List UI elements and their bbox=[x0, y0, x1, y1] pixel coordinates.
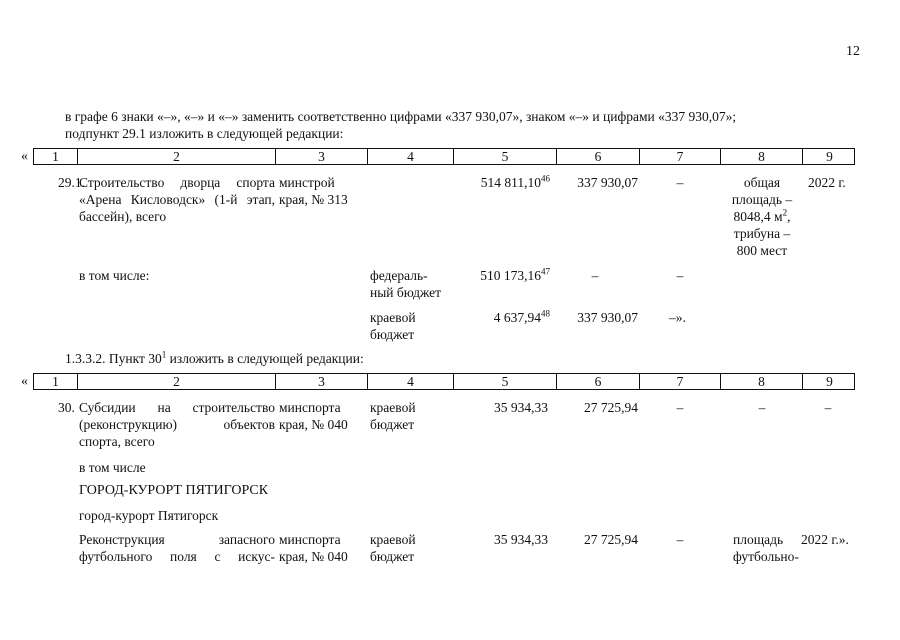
row-30-name-line: спорта, всего bbox=[79, 434, 155, 449]
row-291-number: 29.1. bbox=[58, 175, 85, 190]
row-30-col9: – bbox=[824, 400, 832, 415]
point-text-start: 1.3.3.2. Пункт 30 bbox=[65, 351, 162, 366]
recon-resp-line: края, № 040 bbox=[279, 549, 348, 564]
row-291-name-line: бассейн), всего bbox=[79, 209, 167, 224]
header-col-6: 6 bbox=[557, 149, 640, 164]
intro-line-1: в графе 6 знаки «–», «–» и «–» заменить соответственно цифрами «337 930,07», знаком «–» и цифрами «337 930,07»; bbox=[65, 109, 737, 124]
table-header-row-2 bbox=[33, 373, 855, 390]
kraev-col5-sup: 48 bbox=[541, 308, 550, 319]
header2-col-1: 1 bbox=[34, 374, 78, 389]
row-30-source-line: бюджет bbox=[370, 417, 415, 432]
kraev-source-line: бюджет bbox=[370, 327, 415, 342]
row-30-resp-line: минспорта bbox=[279, 400, 341, 415]
page-number: 12 bbox=[846, 44, 860, 59]
row-291-col8-line: трибуна – bbox=[733, 226, 791, 241]
recon-resp-line: минспорта bbox=[279, 532, 341, 547]
row-291-col8-area-tail: , bbox=[787, 209, 791, 224]
header-col-4: 4 bbox=[368, 149, 454, 164]
recon-name-line: Реконструкция запасного bbox=[79, 532, 275, 547]
row-291-col8-line: 800 мест bbox=[736, 243, 788, 258]
kraev-col5-value: 4 637,94 bbox=[493, 310, 541, 325]
recon-col9: 2022 г.». bbox=[801, 532, 849, 547]
point-1332-text bbox=[65, 350, 364, 367]
header2-col-6: 6 bbox=[557, 374, 640, 389]
row-291-responsible bbox=[279, 174, 348, 208]
recon-col7: – bbox=[676, 532, 684, 547]
recon-name bbox=[79, 531, 275, 565]
header2-col-3: 3 bbox=[276, 374, 368, 389]
row-291-col8-area-sup: 2 bbox=[782, 207, 788, 218]
point-text-end: изложить в следующей редакции: bbox=[166, 351, 364, 366]
intro-paragraph bbox=[65, 108, 865, 142]
city-heading-upper: ГОРОД-КУРОРТ ПЯТИГОРСК bbox=[79, 483, 269, 498]
header2-col-9: 9 bbox=[826, 374, 833, 389]
point-sup: 1 bbox=[161, 349, 167, 360]
recon-col6: 27 725,94 bbox=[584, 532, 638, 547]
row-30-col6: 27 725,94 bbox=[584, 400, 638, 415]
header-col-8: 8 bbox=[721, 149, 803, 164]
header-col-2: 2 bbox=[78, 149, 276, 164]
kraev-col6: 337 930,07 bbox=[577, 310, 638, 325]
recon-source-line: краевой bbox=[370, 532, 416, 547]
header2-col-5: 5 bbox=[454, 374, 557, 389]
row-291-name-line: Строительство дворца спорта bbox=[79, 175, 275, 190]
kraev-col7: –». bbox=[669, 310, 686, 325]
fed-budget-source bbox=[370, 267, 441, 301]
recon-source-line: бюджет bbox=[370, 549, 415, 564]
header2-col-7: 7 bbox=[640, 374, 721, 389]
fed-col5 bbox=[450, 267, 550, 284]
row-30-name-line: Субсидии на строительство bbox=[79, 400, 275, 415]
row-291-col9: 2022 г. bbox=[808, 175, 846, 190]
fed-col7: – bbox=[676, 268, 684, 283]
including-label-2: в том числе bbox=[79, 460, 146, 475]
row-30-source bbox=[370, 399, 416, 433]
intro-line-2: подпункт 29.1 изложить в следующей редакции: bbox=[65, 126, 344, 141]
row-291-col6: 337 930,07 bbox=[577, 175, 638, 190]
header-col-1: 1 bbox=[34, 149, 78, 164]
fed-col5-value: 510 173,16 bbox=[480, 268, 541, 283]
header-col-9: 9 bbox=[826, 149, 833, 164]
row-30-col8: – bbox=[758, 400, 766, 415]
recon-source bbox=[370, 531, 416, 565]
header2-col-4: 4 bbox=[368, 374, 454, 389]
recon-responsible bbox=[279, 531, 348, 565]
row-30-col5: 35 934,33 bbox=[494, 400, 548, 415]
row-291-col7: – bbox=[676, 175, 684, 190]
header-col-3: 3 bbox=[276, 149, 368, 164]
header2-col-2: 2 bbox=[78, 374, 276, 389]
open-quote: « bbox=[21, 149, 28, 164]
row-30-number: 30. bbox=[58, 400, 75, 415]
header-col-7: 7 bbox=[640, 149, 721, 164]
table-header-row bbox=[33, 148, 855, 165]
row-291-col8-line: площадь – bbox=[731, 192, 793, 207]
row-291-name-line: «Арена Кисловодск» (1-й этап, bbox=[79, 192, 275, 207]
open-quote-2: « bbox=[21, 374, 28, 389]
row-291-col5-sup: 46 bbox=[541, 173, 550, 184]
fed-col5-sup: 47 bbox=[541, 266, 550, 277]
row-291-resp-line: минстрой bbox=[279, 175, 335, 190]
row-30-name-line: (реконструкцию) объектов bbox=[79, 417, 275, 432]
recon-col8 bbox=[733, 531, 799, 565]
fed-source-line: ный бюджет bbox=[370, 285, 442, 300]
fed-col6: – bbox=[591, 268, 599, 283]
header-col-5: 5 bbox=[454, 149, 557, 164]
recon-col8-line: площадь bbox=[733, 532, 784, 547]
sub-including-label: в том числе: bbox=[79, 268, 150, 283]
row-291-col5-value: 514 811,10 bbox=[480, 175, 541, 190]
row-291-col8-area: 8048,4 м bbox=[733, 209, 783, 224]
row-30-col7: – bbox=[676, 400, 684, 415]
kraev-source-line: краевой bbox=[370, 310, 416, 325]
recon-col5: 35 934,33 bbox=[494, 532, 548, 547]
header2-col-8: 8 bbox=[721, 374, 803, 389]
row-291-col8 bbox=[722, 174, 802, 259]
row-291-col8-line bbox=[722, 208, 802, 225]
row-291-resp-line: края, № 313 bbox=[279, 192, 348, 207]
city-heading-lower: город-курорт Пятигорск bbox=[79, 508, 219, 523]
kraev-budget-source bbox=[370, 309, 416, 343]
kraev-col5 bbox=[450, 309, 550, 326]
row-30-responsible bbox=[279, 399, 348, 433]
recon-col8-line: футбольно- bbox=[733, 549, 799, 564]
row-30-name bbox=[79, 399, 275, 450]
fed-source-line: федераль- bbox=[370, 268, 428, 283]
row-30-source-line: краевой bbox=[370, 400, 416, 415]
recon-name-line: футбольного поля с искус- bbox=[79, 549, 275, 564]
row-291-name bbox=[79, 174, 275, 225]
row-30-resp-line: края, № 040 bbox=[279, 417, 348, 432]
row-291-col8-line: общая bbox=[743, 175, 781, 190]
row-291-col5 bbox=[450, 174, 550, 191]
